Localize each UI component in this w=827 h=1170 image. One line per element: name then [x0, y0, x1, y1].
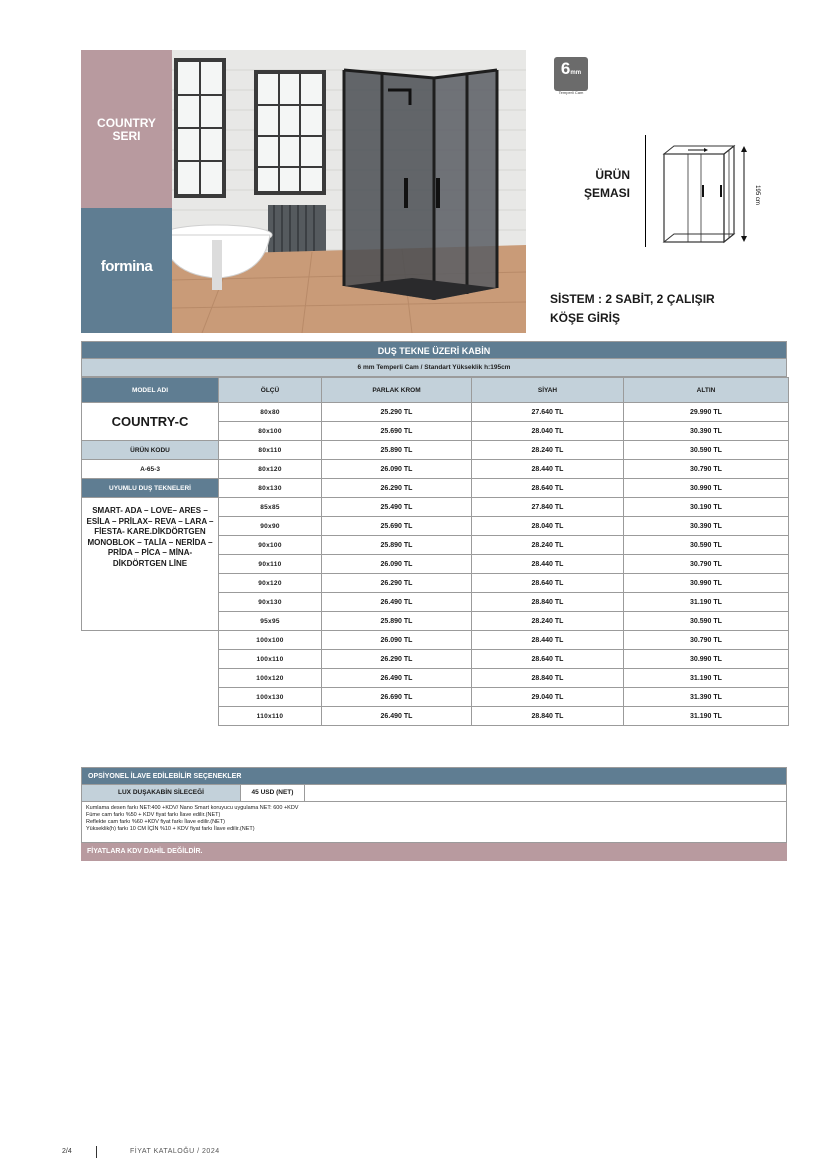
price-gold-cell: 30.590 TL: [624, 441, 789, 460]
brand-logo: formina: [100, 258, 153, 275]
price-black-cell: 28.240 TL: [472, 536, 624, 555]
table-row: [82, 631, 789, 650]
table-row: [82, 669, 789, 688]
product-code-label: ÜRÜN KODU: [82, 441, 219, 460]
system-line1: SİSTEM : 2 SABİT, 2 ÇALIŞIR: [550, 292, 715, 306]
price-chrome-cell: 26.090 TL: [322, 460, 472, 479]
price-black-cell: 28.240 TL: [472, 612, 624, 631]
table-subtitle: 6 mm Temperli Cam / Standart Yükseklik h:195cm: [81, 359, 787, 377]
table-row: [82, 441, 789, 460]
thickness-unit: mm: [570, 70, 582, 76]
price-gold-cell: 30.990 TL: [624, 574, 789, 593]
price-gold-cell: 30.590 TL: [624, 612, 789, 631]
col-header-black: SİYAH: [472, 378, 624, 403]
size-cell: 100x100: [219, 631, 322, 650]
price-chrome-cell: 25.290 TL: [322, 403, 472, 422]
price-gold-cell: 30.590 TL: [624, 536, 789, 555]
schema-divider: [645, 135, 646, 247]
table-header-row: [82, 378, 789, 403]
model-name: COUNTRY-C: [82, 403, 219, 441]
price-chrome-cell: 26.290 TL: [322, 650, 472, 669]
col-header-size: ÖLÇÜ: [219, 378, 322, 403]
options-item-row: [81, 785, 787, 802]
size-cell: 90x120: [219, 574, 322, 593]
price-chrome-cell: 26.490 TL: [322, 707, 472, 726]
price-black-cell: 27.840 TL: [472, 498, 624, 517]
price-chrome-cell: 26.290 TL: [322, 479, 472, 498]
price-gold-cell: 31.390 TL: [624, 688, 789, 707]
empty-cell: [82, 631, 219, 650]
table-row: [82, 707, 789, 726]
size-cell: 110x110: [219, 707, 322, 726]
price-gold-cell: 30.390 TL: [624, 422, 789, 441]
size-cell: 100x130: [219, 688, 322, 707]
empty-cell: [82, 650, 219, 669]
price-black-cell: 28.640 TL: [472, 650, 624, 669]
price-black-cell: 28.440 TL: [472, 631, 624, 650]
size-cell: 80x130: [219, 479, 322, 498]
catalog-name: FİYAT KATALOĞU / 2024: [130, 1148, 220, 1155]
price-gold-cell: 30.190 TL: [624, 498, 789, 517]
size-cell: 80x80: [219, 403, 322, 422]
price-black-cell: 28.440 TL: [472, 460, 624, 479]
price-gold-cell: 29.990 TL: [624, 403, 789, 422]
table-row: [82, 403, 789, 422]
options-title: OPSİYONEL İLAVE EDİLEBİLİR SEÇENEKLER: [81, 767, 787, 785]
price-gold-cell: 30.790 TL: [624, 460, 789, 479]
price-chrome-cell: 25.890 TL: [322, 612, 472, 631]
price-chrome-cell: 26.490 TL: [322, 593, 472, 612]
price-black-cell: 28.040 TL: [472, 422, 624, 441]
price-gold-cell: 30.790 TL: [624, 555, 789, 574]
note-line: Yükseklik(h) farkı 10 CM İÇİN %10 + KDV fiyat farkı İlave edilir.(NET): [86, 826, 255, 832]
size-cell: 90x100: [219, 536, 322, 555]
empty-cell: [82, 669, 219, 688]
table-title: DUŞ TEKNE ÜZERİ KABİN: [81, 341, 787, 359]
options-notes: [81, 802, 787, 843]
price-black-cell: 28.840 TL: [472, 669, 624, 688]
table-row: [82, 688, 789, 707]
size-cell: 90x90: [219, 517, 322, 536]
size-cell: 100x110: [219, 650, 322, 669]
option-item-value: 45 USD (NET): [241, 785, 305, 801]
price-black-cell: 28.240 TL: [472, 441, 624, 460]
series-title-line1: COUNTRY: [97, 116, 156, 130]
price-gold-cell: 30.790 TL: [624, 631, 789, 650]
system-line2: KÖŞE GİRİŞ: [550, 311, 621, 325]
product-schema-diagram: [658, 140, 762, 252]
option-item-label: LUX DUŞAKABİN SİLECEĞİ: [82, 785, 241, 801]
size-cell: 90x130: [219, 593, 322, 612]
size-cell: 100x120: [219, 669, 322, 688]
price-black-cell: 28.840 TL: [472, 593, 624, 612]
col-header-chrome: PARLAK KROM: [322, 378, 472, 403]
price-chrome-cell: 25.690 TL: [322, 517, 472, 536]
size-cell: 80x120: [219, 460, 322, 479]
price-gold-cell: 31.190 TL: [624, 593, 789, 612]
price-chrome-cell: 25.890 TL: [322, 441, 472, 460]
glass-thickness-value: [554, 59, 588, 79]
size-cell: 80x100: [219, 422, 322, 441]
price-chrome-cell: 25.490 TL: [322, 498, 472, 517]
price-black-cell: 28.640 TL: [472, 574, 624, 593]
price-chrome-cell: 26.490 TL: [322, 669, 472, 688]
note-line: Reflekte cam farkı %60 +KDV fiyat farkı İlave edilir.(NET): [86, 819, 225, 825]
price-chrome-cell: 26.090 TL: [322, 631, 472, 650]
glass-thickness-caption: Temperli Cam: [558, 90, 584, 95]
price-black-cell: 28.040 TL: [472, 517, 624, 536]
series-title: [81, 117, 172, 143]
note-line: Füme cam farkı %50 + KDV fiyat farkı İlave edilir.(NET): [86, 812, 221, 818]
price-chrome-cell: 26.290 TL: [322, 574, 472, 593]
price-black-cell: 28.840 TL: [472, 707, 624, 726]
table-row: [82, 650, 789, 669]
price-chrome-cell: 26.690 TL: [322, 688, 472, 707]
price-gold-cell: 31.190 TL: [624, 669, 789, 688]
price-gold-cell: 31.190 TL: [624, 707, 789, 726]
price-gold-cell: 30.990 TL: [624, 479, 789, 498]
empty-cell: [82, 688, 219, 707]
price-chrome-cell: 25.890 TL: [322, 536, 472, 555]
price-chrome-cell: 26.090 TL: [322, 555, 472, 574]
note-line: Kumlama desen farkı NET:400 +KDV/ Nano Smart koruyucu uygulama NET: 600 +KDV: [86, 805, 299, 811]
table-row: [82, 479, 789, 498]
compatible-trays-label: UYUMLU DUŞ TEKNELERİ: [82, 479, 219, 498]
shower-cabin-illustration: [172, 50, 526, 333]
product-schema-title: [570, 166, 630, 202]
price-black-cell: 28.640 TL: [472, 479, 624, 498]
size-cell: 85x85: [219, 498, 322, 517]
empty-cell: [82, 707, 219, 726]
size-cell: 95x95: [219, 612, 322, 631]
series-title-line2: SERI: [112, 129, 141, 143]
system-description: [550, 290, 715, 328]
schema-title-line1: ÜRÜN: [595, 168, 630, 182]
col-header-model: MODEL ADI: [82, 378, 219, 403]
product-code-value: A-65-3: [82, 460, 219, 479]
price-black-cell: 27.640 TL: [472, 403, 624, 422]
glass-thickness-badge: [554, 57, 588, 91]
price-gold-cell: 30.390 TL: [624, 517, 789, 536]
thickness-number: 6: [560, 59, 571, 78]
table-row: [82, 498, 789, 517]
table-row: [82, 460, 789, 479]
size-cell: 90x110: [219, 555, 322, 574]
price-chrome-cell: 25.690 TL: [322, 422, 472, 441]
price-gold-cell: 30.990 TL: [624, 650, 789, 669]
vat-note: FİYATLARA KDV DAHİL DEĞİLDİR.: [81, 843, 787, 861]
page-number: 2/4: [62, 1148, 72, 1155]
price-black-cell: 28.440 TL: [472, 555, 624, 574]
size-cell: 80x110: [219, 441, 322, 460]
product-photo: [172, 50, 526, 333]
schema-height-label: 195 cm: [754, 185, 760, 205]
schema-title-line2: ŞEMASI: [583, 186, 630, 200]
col-header-gold: ALTIN: [624, 378, 789, 403]
price-black-cell: 29.040 TL: [472, 688, 624, 707]
footer-divider: [96, 1146, 97, 1158]
price-table: [81, 377, 789, 726]
compatible-trays-list: SMART- ADA – LOVE– ARES – ESİLA – PRİLAX– REVA – LARA – FİESTA- KARE.DİKDÖRTGEN MONOBLOK – TALİA – NERİDA – PRİDA – PİCA – MİNA- DİKDÖRTGEN LİNE: [82, 498, 219, 631]
